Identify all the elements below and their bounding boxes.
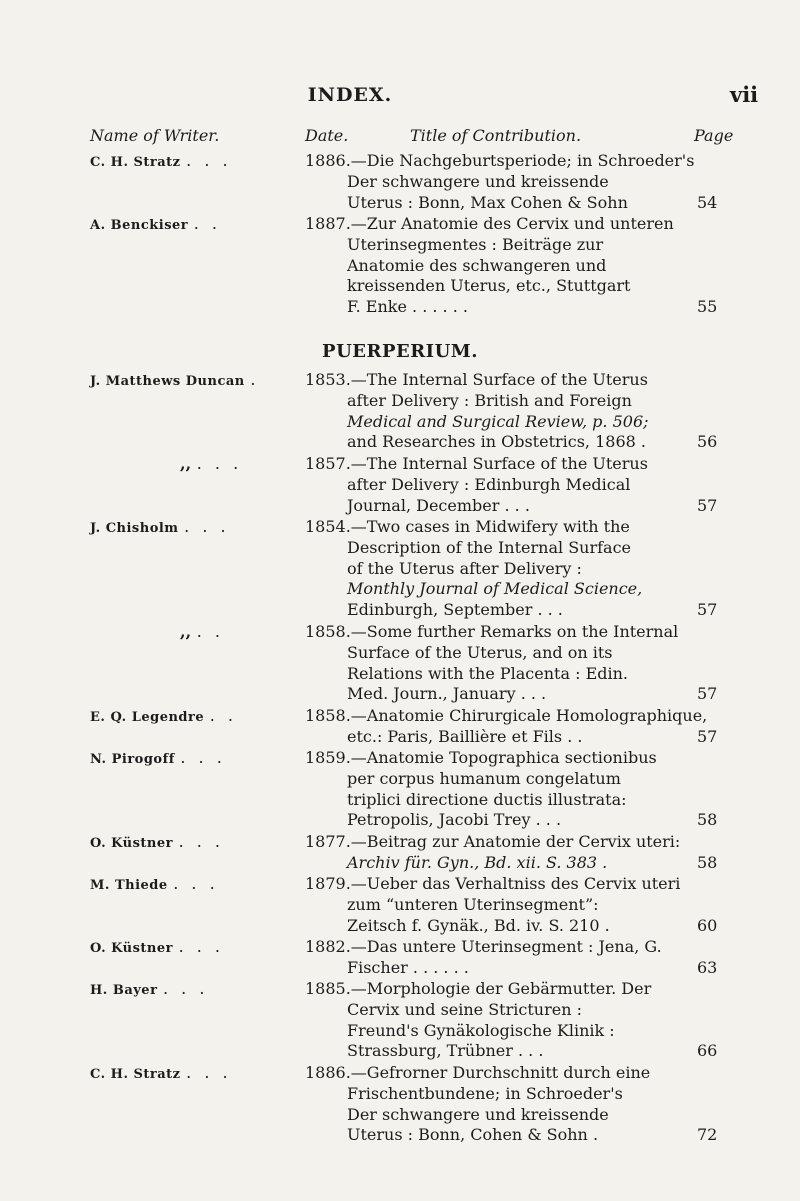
column-head-date: Date. [305, 126, 349, 145]
entry-title: 1854.—Two cases in Midwifery with the Description of the Internal Surface of the Uterus after Delivery : Monthly Journal of Medical Science, Edinburgh, September . . . [305, 517, 643, 620]
writer-name: J. Matthews Duncan . [90, 370, 260, 389]
entry-page: 57 [697, 684, 718, 704]
entry-title: 1879.—Ueber das Verhaltniss des Cervix uteri zum “unteren Uterinsegment”: Zeitsch f. Gynäk., Bd. iv. S. 210 . [305, 874, 681, 935]
writer-name: H. Bayer . . . [90, 979, 209, 998]
entry-page: 72 [697, 1125, 718, 1145]
entry-title: 1882.—Das untere Uterinsegment : Jena, G. Fischer . . . . . . [305, 937, 662, 977]
entry-title: 1877.—Beitrag zur Anatomie der Cervix uteri: Archiv für. Gyn., Bd. xii. S. 383 . [305, 832, 681, 872]
ditto-mark: ,, . . . [180, 454, 243, 473]
entry-title: 1853.—The Internal Surface of the Uterus after Delivery : British and Foreign Medical and Surgical Review, p. 506; and Researches in Obstetrics, 1868 . [305, 370, 649, 452]
entry-page: 63 [697, 957, 718, 977]
entry-page: 57 [697, 600, 718, 620]
entry-page: 56 [697, 432, 718, 452]
running-title: INDEX. [307, 84, 393, 106]
writer-name: A. Benckiser . . [90, 214, 221, 233]
page-number: vii [730, 82, 759, 107]
ditto-mark: ,, . . [180, 622, 224, 641]
entry-title: 1886.—Gefrorner Durchschnitt durch eine Frischentbundene; in Schroeder's Der schwangere und kreissende Uterus : Bonn, Cohen & Sohn . [305, 1063, 651, 1145]
writer-name: N. Pirogoff . . . [90, 748, 226, 767]
writer-name: E. Q. Legendre . . [90, 706, 237, 725]
column-head-title: Title of Contribution. [410, 126, 582, 145]
entry-page: 60 [697, 915, 718, 935]
writer-name: O. Küstner . . . [90, 937, 224, 956]
entry-page: 58 [697, 852, 718, 872]
writer-name: M. Thiede . . . [90, 874, 219, 893]
column-head-page: Page [694, 126, 734, 145]
entry-title: 1885.—Morphologie der Gebärmutter. Der Cervix und seine Stricturen : Freund's Gynäkologische Klinik : Strassburg, Trübner . . . [305, 979, 652, 1061]
writer-name: J. Chisholm . . . [90, 517, 230, 536]
section-heading: PUERPERIUM. [322, 341, 478, 362]
entry-title: 1887.—Zur Anatomie des Cervix und unteren Uterinsegmentes : Beiträge zur Anatomie des schwangeren und kreissenden Uterus, etc., Stuttgart F. Enke . . . . . . [305, 214, 674, 317]
entry-title: 1886.—Die Nachgeburtsperiode; in Schroeder's Der schwangere und kreissende Uterus : Bonn, Max Cohen & Sohn [305, 151, 695, 212]
writer-name: C. H. Stratz . . . [90, 1063, 232, 1082]
column-head-writer: Name of Writer. [90, 126, 220, 145]
entry-page: 57 [697, 726, 718, 746]
entry-page: 54 [697, 192, 718, 212]
entry-page: 55 [697, 297, 718, 317]
entry-title: 1857.—The Internal Surface of the Uterus after Delivery : Edinburgh Medical Journal, December . . . [305, 454, 648, 515]
entry-page: 57 [697, 495, 718, 515]
entry-title: 1858.—Anatomie Chirurgicale Homolographique, etc.: Paris, Baillière et Fils . . [305, 706, 708, 746]
writer-name: O. Küstner . . . [90, 832, 224, 851]
entry-page: 58 [697, 810, 718, 830]
writer-name: C. H. Stratz . . . [90, 151, 232, 170]
entry-title: 1859.—Anatomie Topographica sectionibus per corpus humanum congelatum triplici directione ductis illustrata: Petropolis, Jacobi Trey . . . [305, 748, 657, 830]
entry-title: 1858.—Some further Remarks on the Internal Surface of the Uterus, and on its Relations with the Placenta : Edin. Med. Journ., January . . . [305, 622, 679, 704]
entry-page: 66 [697, 1041, 718, 1061]
